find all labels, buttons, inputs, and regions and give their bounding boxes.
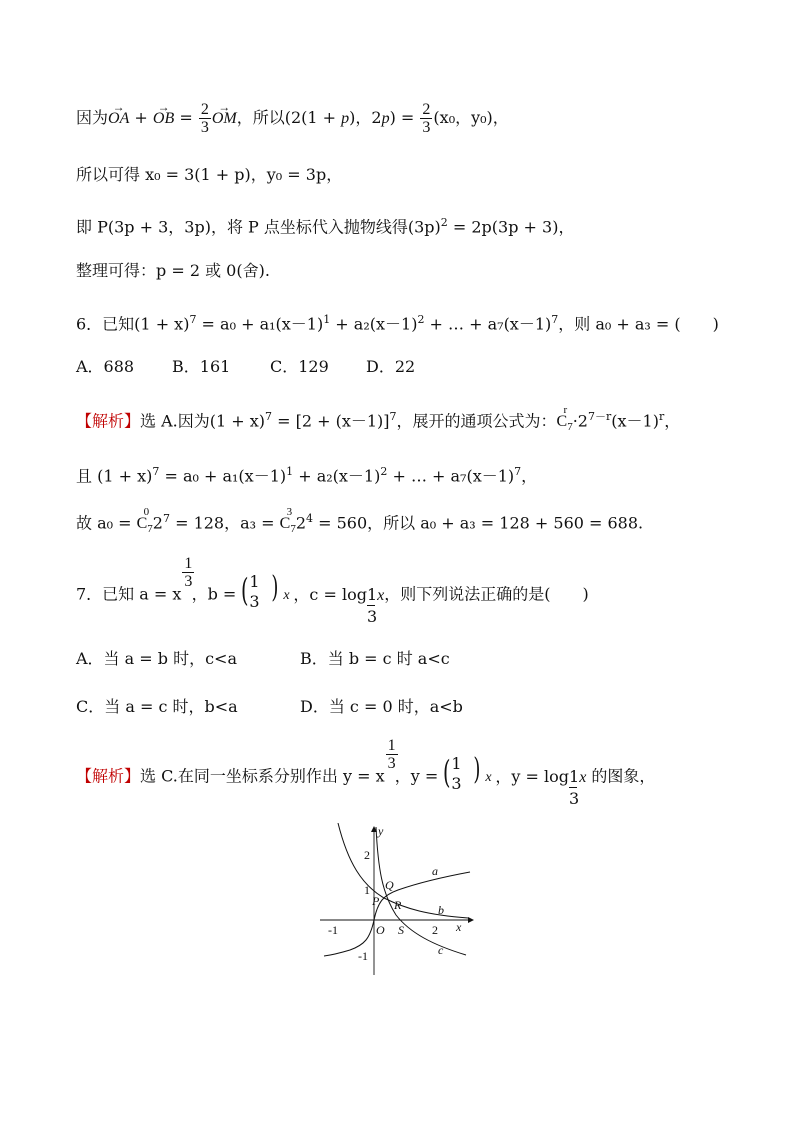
text: ，则下列说法正确的是( ) xyxy=(384,584,589,604)
power-x: x xyxy=(283,587,290,603)
comb-c: C xyxy=(556,413,568,431)
vector-om: → OM xyxy=(212,109,237,129)
text: ，c = log xyxy=(293,584,367,604)
fraction xyxy=(199,101,211,136)
superscript: 7 xyxy=(189,313,197,326)
text: ) = xyxy=(389,108,420,127)
comb-upper: r xyxy=(563,404,568,417)
analysis-tag: 【解析】 xyxy=(76,411,141,431)
text: = xyxy=(174,108,198,127)
var-p: p xyxy=(341,110,350,127)
tick-y-1: 1 xyxy=(364,883,370,897)
numerator: 1 xyxy=(451,754,462,773)
log-base-denominator: 3 xyxy=(366,606,378,626)
text: + a₂(x－1) xyxy=(293,466,381,486)
left-paren: ( xyxy=(241,571,249,609)
text: ·2 xyxy=(572,411,588,431)
line-2: 所以可得 x₀ = 3(1 + p)，y₀ = 3p， xyxy=(76,165,343,184)
text: = 2p(3p + 3)， xyxy=(447,217,575,237)
line-3 xyxy=(76,213,574,237)
text: 选 A.因为(1 + x) xyxy=(140,411,266,431)
fraction-bar xyxy=(367,605,375,606)
log-base-denominator: 3 xyxy=(569,788,580,808)
point-p-label: P xyxy=(372,894,380,908)
solution-6-line-2 xyxy=(76,462,537,486)
solution-6-line-3 xyxy=(76,506,644,539)
superscript: 7－r xyxy=(587,410,612,423)
log-arg: x xyxy=(579,768,587,786)
vector-ob: → OB xyxy=(153,109,174,129)
text: = a₀ + a₁(x－1) xyxy=(196,314,324,334)
x-label: x xyxy=(456,920,462,934)
combination-symbol xyxy=(279,506,296,539)
text: ，y = log xyxy=(495,766,570,786)
comb-upper: 3 xyxy=(286,506,293,519)
fraction-bar xyxy=(569,787,577,788)
denominator: 3 xyxy=(451,774,462,793)
origin-label: O xyxy=(376,923,385,937)
text: + a₂(x－1) xyxy=(330,314,418,334)
numerator: 1 xyxy=(184,554,193,572)
question-6-stem xyxy=(76,310,719,334)
solution-6-line-1 xyxy=(76,404,681,437)
solution-7-line-1 xyxy=(76,736,656,808)
text: + xyxy=(129,108,153,127)
y-label: y xyxy=(378,824,384,838)
function-graph xyxy=(318,823,478,979)
superscript: 2 xyxy=(417,313,425,326)
text: = [2 + (x－1)] xyxy=(272,411,390,431)
text: = 128，a₃ = xyxy=(169,513,280,533)
log-arg: x xyxy=(377,586,385,604)
q7-option-d: D．当 c = 0 时，a<b xyxy=(300,697,463,716)
line-1 xyxy=(76,101,509,136)
exponent-fraction xyxy=(385,736,396,787)
exponent xyxy=(182,555,194,590)
text: (x₀，y₀)， xyxy=(433,108,509,127)
text: 故 a₀ = xyxy=(76,513,137,533)
text: ，所以(2(1 + xyxy=(236,108,342,127)
label-a: a xyxy=(432,864,438,878)
numerator: 2 xyxy=(422,101,431,118)
superscript: 1 xyxy=(323,313,331,326)
q7-option-c: C．当 a = c 时，b<a xyxy=(76,697,238,716)
superscript: 2 xyxy=(380,465,388,478)
curve-b xyxy=(338,823,468,918)
superscript: 1 xyxy=(286,465,294,478)
vector-oa: → OA xyxy=(108,109,129,129)
analysis-tag: 【解析】 xyxy=(76,766,141,786)
text: = a₀ + a₁(x－1) xyxy=(159,466,287,486)
fraction xyxy=(420,101,432,136)
comb-lower: 7 xyxy=(290,523,296,536)
text: 的图象， xyxy=(586,766,656,786)
log-base xyxy=(366,584,385,626)
q6-option-a: A．688 xyxy=(76,357,135,376)
comb-lower: 7 xyxy=(567,421,573,434)
numerator: 2 xyxy=(200,101,209,118)
tick-y-2: 2 xyxy=(364,848,370,862)
text: ，b = xyxy=(191,584,242,604)
text: )，2 xyxy=(349,108,382,127)
text: 选 C.在同一坐标系分别作出 y = x xyxy=(140,766,385,786)
tick-y-neg1: -1 xyxy=(358,949,368,963)
text: 且 (1 + x) xyxy=(76,466,153,486)
text: ，展开的通项公式为： xyxy=(396,411,557,431)
tick-x-2: 2 xyxy=(432,923,438,937)
log-base-numerator: 1 xyxy=(366,584,378,604)
combination-symbol xyxy=(556,404,573,437)
superscript: 4 xyxy=(306,512,313,525)
text: 6．已知(1 + x) xyxy=(76,314,190,334)
superscript: 7 xyxy=(152,465,160,478)
text: 即 P(3p + 3，3p)，将 P 点坐标代入抛物线得(3p) xyxy=(76,217,441,237)
superscript: 7 xyxy=(389,410,397,423)
power-x: x xyxy=(485,769,492,785)
text: + … + a₇(x－1) xyxy=(424,314,552,334)
denominator: 3 xyxy=(249,592,260,611)
paren-fraction xyxy=(241,570,269,610)
numerator: 1 xyxy=(387,736,396,754)
text: 因为 xyxy=(76,108,109,127)
superscript: 7 xyxy=(265,410,273,423)
exponent-fraction xyxy=(181,554,193,605)
question-7-stem xyxy=(76,554,589,626)
text: 2 xyxy=(152,513,163,533)
combination-symbol xyxy=(136,506,153,539)
label-b: b xyxy=(438,903,444,917)
log-base xyxy=(569,766,587,808)
text: 7．已知 a = x xyxy=(76,584,182,604)
denominator: 3 xyxy=(200,119,209,136)
text: + … + a₇(x－1) xyxy=(387,466,515,486)
log-base-numerator: 1 xyxy=(569,766,580,786)
comb-c: C xyxy=(136,515,148,533)
right-paren: ) xyxy=(271,569,279,605)
var-p: p xyxy=(381,110,390,127)
x-axis-arrow xyxy=(468,917,474,923)
q6-option-d: D．22 xyxy=(366,357,416,376)
superscript: 7 xyxy=(162,512,170,525)
exponent xyxy=(386,737,398,772)
text: 2 xyxy=(295,513,306,533)
q7-option-a: A．当 a = b 时，c<a xyxy=(76,649,237,668)
superscript: 7 xyxy=(514,465,522,478)
q6-option-b: B．161 xyxy=(172,357,231,376)
text: ，y = xyxy=(394,766,444,786)
comb-lower: 7 xyxy=(147,523,153,536)
superscript: r xyxy=(658,410,665,423)
paren-fraction xyxy=(443,752,471,792)
superscript: 7 xyxy=(551,313,559,326)
point-q-label: Q xyxy=(385,878,394,892)
tick-x-neg1: -1 xyxy=(328,923,338,937)
point-r-label: R xyxy=(394,898,402,912)
label-c: c xyxy=(438,943,444,957)
point-s-label: S xyxy=(398,923,404,937)
right-paren: ) xyxy=(473,751,481,787)
text: ，则 a₀ + a₃ = ( ) xyxy=(558,314,719,334)
left-paren: ( xyxy=(443,753,451,791)
denominator: 3 xyxy=(422,119,431,136)
denominator: 3 xyxy=(184,572,193,590)
comb-c: C xyxy=(279,515,291,533)
text: (x－1) xyxy=(611,411,659,431)
denominator: 3 xyxy=(387,754,396,772)
text: ， xyxy=(664,411,681,431)
superscript: 2 xyxy=(440,216,448,229)
q6-option-c: C．129 xyxy=(270,357,329,376)
text: = 560，所以 a₀ + a₃ = 128 + 560 = 688. xyxy=(313,513,644,533)
q7-option-b: B．当 b = c 时 a<c xyxy=(300,649,450,668)
numerator: 1 xyxy=(249,572,260,591)
comb-upper: 0 xyxy=(143,506,150,519)
line-4: 整理可得：p = 2 或 0(舍). xyxy=(76,261,270,280)
text: ， xyxy=(521,466,538,486)
